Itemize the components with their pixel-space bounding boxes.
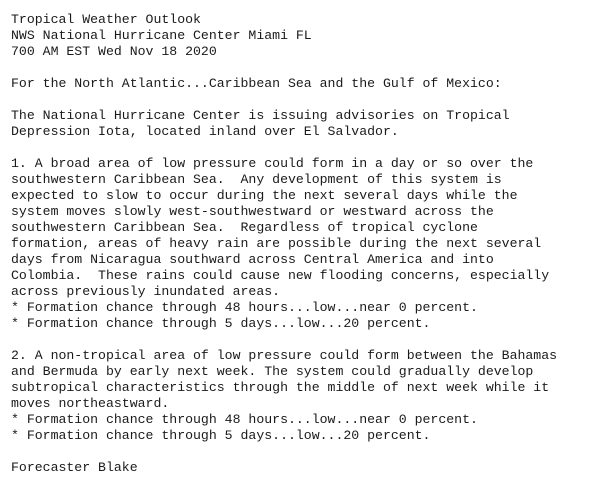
formation-chance-48h: * Formation chance through 48 hours...low...near 0 percent. (11, 412, 478, 427)
outlook-line: subtropical characteristics through the middle of next week while it (11, 380, 550, 395)
formation-chance-5d: * Formation chance through 5 days...low...20 percent. (11, 428, 431, 443)
intro-line: Depression Iota, located inland over El Salvador. (11, 124, 399, 139)
outlook-line: days from Nicaragua southward across Central America and into (11, 252, 494, 267)
formation-chance-5d: * Formation chance through 5 days...low...20 percent. (11, 316, 431, 331)
outlook-line: across previously inundated areas. (11, 284, 281, 299)
outlook-line: southwestern Caribbean Sea. Any development of this system is (11, 172, 502, 187)
outlook-line: 1. A broad area of low pressure could form in a day or so over the (11, 156, 534, 171)
outlook-line: system moves slowly west-southwestward or westward across the (11, 204, 494, 219)
outlook-item-2 (11, 348, 601, 444)
intro-paragraph (11, 108, 601, 140)
outlook-item-1 (11, 156, 601, 332)
outlook-document (11, 12, 601, 476)
outlook-line: southwestern Caribbean Sea. Regardless of tropical cyclone (11, 220, 478, 235)
spacer (11, 332, 601, 348)
spacer (11, 140, 601, 156)
spacer (11, 444, 601, 460)
outlook-line: formation, areas of heavy rain are possible during the next several (11, 236, 542, 251)
formation-chance-48h: * Formation chance through 48 hours...low...near 0 percent. (11, 300, 478, 315)
document-title: Tropical Weather Outlook (11, 12, 201, 27)
outlook-line: Colombia. These rains could cause new flooding concerns, especially (11, 268, 550, 283)
issue-time: 700 AM EST Wed Nov 18 2020 (11, 44, 217, 59)
forecaster-signature: Forecaster Blake (11, 460, 138, 475)
outlook-line: expected to slow to occur during the next several days while the (11, 188, 518, 203)
outlook-line: 2. A non-tropical area of low pressure could form between the Bahamas (11, 348, 558, 363)
outlook-line: and Bermuda by early next week. The system could gradually develop (11, 364, 534, 379)
intro-line: The National Hurricane Center is issuing advisories on Tropical (11, 108, 510, 123)
spacer (11, 92, 601, 108)
outlook-line: moves northeastward. (11, 396, 170, 411)
region-heading: For the North Atlantic...Caribbean Sea and the Gulf of Mexico: (11, 76, 502, 91)
issuing-office: NWS National Hurricane Center Miami FL (11, 28, 312, 43)
spacer (11, 60, 601, 76)
